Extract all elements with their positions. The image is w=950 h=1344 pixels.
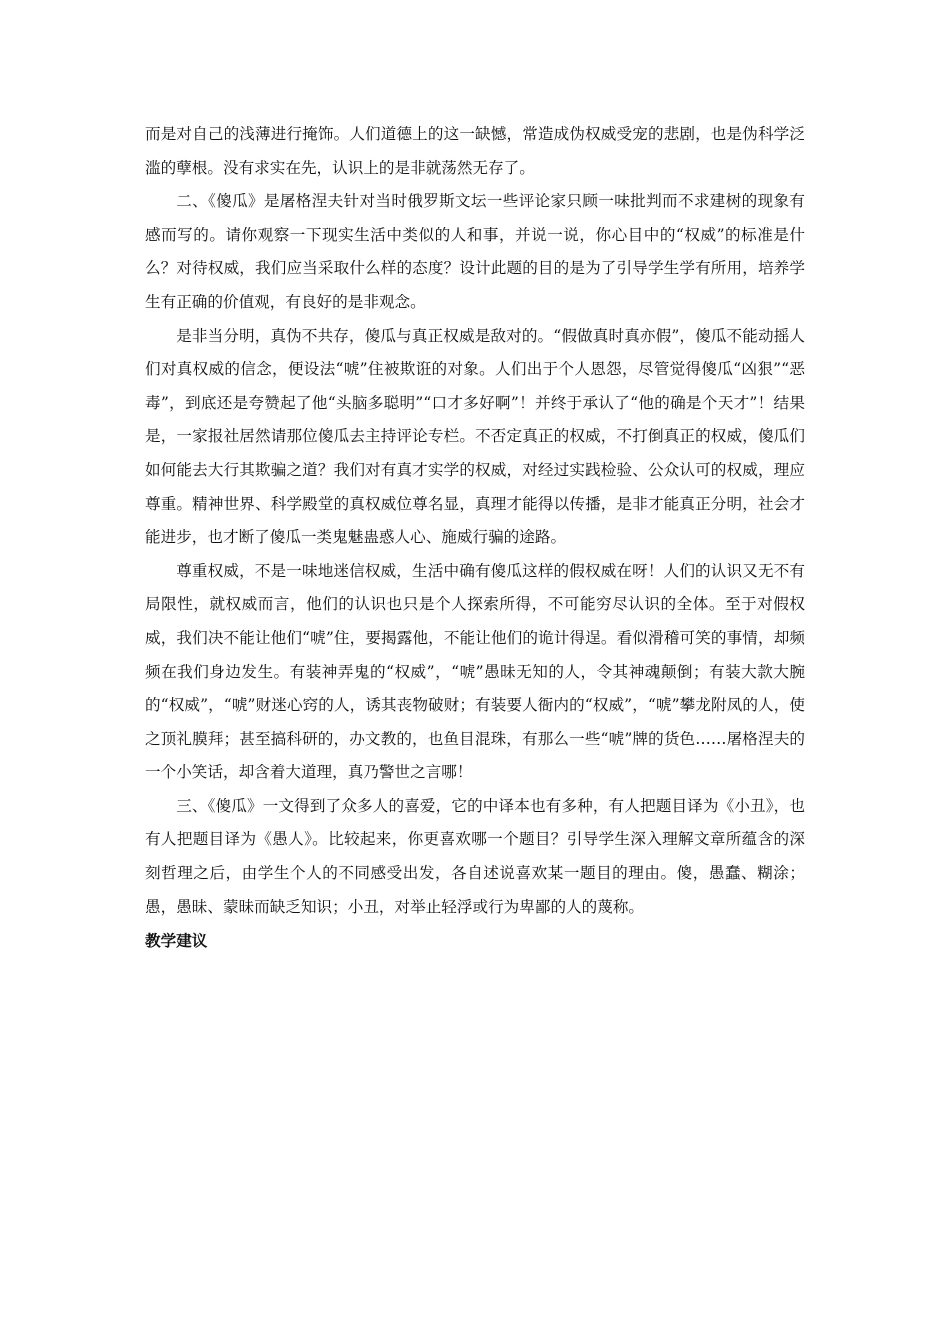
document-page xyxy=(145,118,805,954)
section-heading-teaching-suggestions: 教学建议 xyxy=(145,932,208,951)
paragraph-continuation: 而是对自己的浅薄进行掩饰。人们道德上的这一缺憾，常造成伪权威受宠的悲剧，也是伪科学泛滥的孽根。没有求实在先，认识上的是非就荡然无存了。 xyxy=(145,125,805,177)
paragraph-true-authority: 是非当分明，真伪不共存，傻瓜与真正权威是敌对的。“假做真时真亦假”，傻瓜不能动摇人们对真权威的信念，便设法“唬”住被欺诳的对象。人们出于个人恩怨，尽管觉得傻瓜“凶狠”“恶毒”，到底还是夸赞起了他“头脑多聪明”“口才多好啊”！并终于承认了“他的确是个天才”！结果是，一家报社居然请那位傻瓜去主持评论专栏。不否定真正的权威，不打倒真正的权威，傻瓜们如何能去大行其欺骗之道？我们对有真才实学的权威，对经过实践检验、公众认可的权威，理应尊重。精神世界、科学殿堂的真权威位尊名显，真理才能得以传播，是非才能真正分明，社会才能进步，也才断了傻瓜一类鬼魅蛊惑人心、施威行骗的途路。 xyxy=(145,326,805,547)
paragraph-respect-authority: 尊重权威，不是一味地迷信权威，生活中确有傻瓜这样的假权威在呀！人们的认识又无不有局限性，就权威而言，他们的认识也只是个人探索所得，不可能穷尽认识的全体。至于对假权威，我们决不能让他们“唬”住，要揭露他，不能让他们的诡计得逞。看似滑稽可笑的事情，却频频在我们身边发生。有装神弄鬼的“权威”，“唬”愚昧无知的人，令其神魂颠倒；有装大款大腕的“权威”，“唬”财迷心窍的人，诱其丧物破财；有装要人衙内的“权威”，“唬”攀龙附凤的人，使之顶礼膜拜；甚至搞科研的，办文教的，也鱼目混珠，有那么一些“唬”牌的货色……屠格涅夫的一个小笑话，却含着大道理，真乃警世之言哪！ xyxy=(145,561,805,782)
paragraph-question-three: 三、《傻瓜》一文得到了众多人的喜爱，它的中译本也有多种，有人把题目译为《小丑》，也有人把题目译为《愚人》。比较起来，你更喜欢哪一个题目？引导学生深入理解文章所蕴含的深刻哲理之后，由学生个人的不同感受出发，各自述说喜欢某一题目的理由。傻，愚蠢、糊涂；愚，愚昧、蒙昧而缺乏知识；小丑，对举止轻浮或行为卑鄙的人的蔑称。 xyxy=(145,796,805,916)
paragraph-question-two: 二、《傻瓜》是屠格涅夫针对当时俄罗斯文坛一些评论家只顾一味批判而不求建树的现象有感而写的。请你观察一下现实生活中类似的人和事，并说一说，你心目中的“权威”的标准是什么？对待权威，我们应当采取什么样的态度？设计此题的目的是为了引导学生学有所用，培养学生有正确的价值观，有良好的是非观念。 xyxy=(145,192,805,311)
